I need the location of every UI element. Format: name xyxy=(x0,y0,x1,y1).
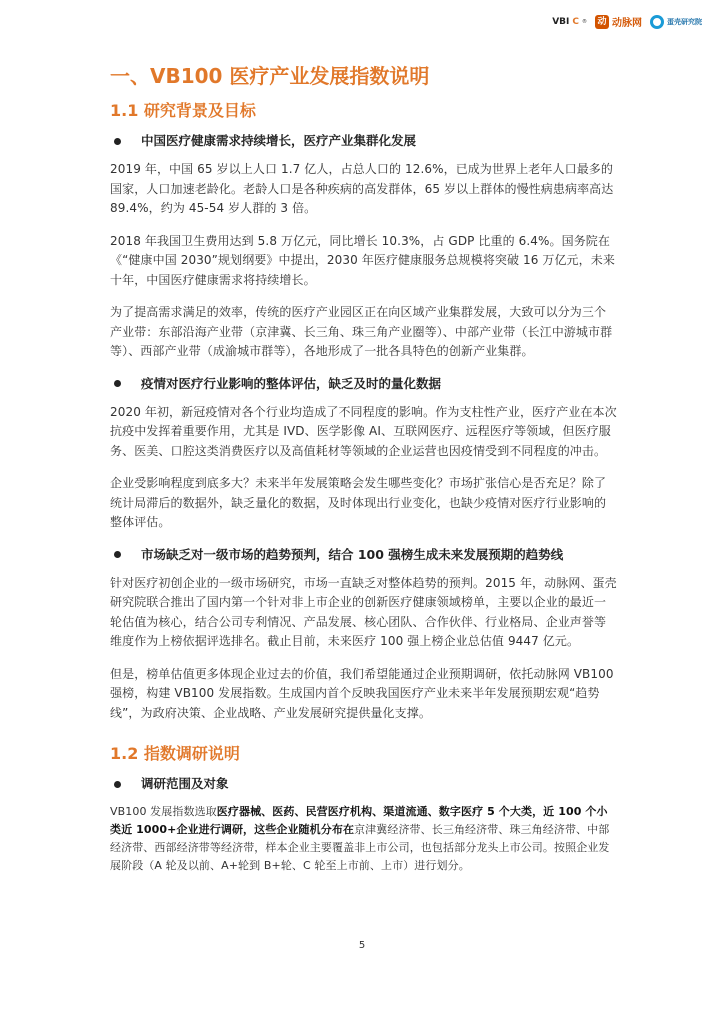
dongmai-logo-name: 动脉网 xyxy=(612,18,642,29)
paragraph: 但是，榜单估值更多体现企业过去的价值，我们希望能通过企业预期调研，依托动脉网 VB100 强榜，构建 VB100 发展指数。生成国内首个反映我国医疗产业未来半年发展预期宏观“趋势线”，为政府决策、企业战略、产业发展研究提供量化支撑。 xyxy=(110,666,614,720)
bullet-heading xyxy=(110,132,618,150)
bullet-dot-icon xyxy=(114,380,121,387)
bullet-dot-icon xyxy=(114,781,121,788)
bullet-dot-icon xyxy=(114,551,121,558)
bullet-heading xyxy=(110,546,618,564)
danke-logo-icon xyxy=(650,15,664,29)
section-heading: 1.1 研究背景及目标 xyxy=(110,101,256,120)
dongmai-logo xyxy=(595,14,642,29)
danke-logo xyxy=(650,15,702,29)
bullet-heading xyxy=(110,375,618,393)
paragraph: 企业受影响程度到底多大？未来半年发展策略会发生哪些变化？市场扩张信心是否充足？除了统计局滞后的数据外，缺乏量化的数据，及时体现出行业变化，也缺少疫情对医疗行业影响的整体评估。 xyxy=(110,476,607,529)
paragraph: 2018 年我国卫生费用达到 5.8 万亿元，同比增长 10.3%，占 GDP 比重的 6.4%。国务院在《“健康中国 2030”规划纲要》中提出，2030 年医疗健康服务总规模将突破 16 万亿元，未来十年，中国医疗健康需求将持续增长。 xyxy=(110,233,615,287)
chapter-title: 一、VB100 医疗产业发展指数说明 xyxy=(110,64,430,88)
paragraph xyxy=(110,803,618,875)
bullet-title: 调研范围及对象 xyxy=(141,776,229,791)
paragraph-text: 京津冀经济带、长三角经济带、珠三角经济带、中部经济带、西部经济带等经济带，样本企业主要覆盖非上市公司，也包括部分龙头上市公司。按照企业发展阶段（A 轮及以前、A+轮到 B+轮、C 轮至上市前、上市）进行划分。 xyxy=(110,823,610,872)
header-logos xyxy=(552,14,702,29)
paragraph: 为了提高需求满足的效率，传统的医疗产业园区正在向区域产业集群发展，大致可以分为三个产业带：东部沿海产业带（京津冀、长三角、珠三角产业圈等）、中部产业带（长江中游城市群等）、西部产业带（成渝城市群等），各地形成了一批各具特色的创新产业集群。 xyxy=(110,305,613,358)
bullet-dot-icon xyxy=(114,138,121,145)
bullet-title: 中国医疗健康需求持续增长，医疗产业集群化发展 xyxy=(141,133,417,148)
vbi-logo-mark: C xyxy=(572,16,579,27)
paragraph-text: VB100 发展指数选取 xyxy=(110,805,217,818)
vbi-logo-name: VBI xyxy=(552,16,570,27)
danke-logo-name: 蛋壳研究院 xyxy=(667,17,702,26)
dongmai-logo-icon: 动 xyxy=(595,15,609,29)
vbi-logo-sup: ® xyxy=(582,18,587,25)
page-number: 5 xyxy=(358,940,366,951)
paragraph: 2019 年，中国 65 岁以上人口 1.7 亿人，占总人口的 12.6%，已成为世界上老年人口最多的国家，人口加速老龄化。老龄人口是各种疾病的高发群体，65 岁以上群体的慢性病患病率高达 89.4%，约为 45-54 岁人群的 3 倍。 xyxy=(110,162,614,215)
bullet-title: 疫情对医疗行业影响的整体评估，缺乏及时的量化数据 xyxy=(141,375,442,391)
paragraph: 2020 年初，新冠疫情对各个行业均造成了不同程度的影响。作为支柱性产业，医疗产业在本次抗疫中发挥着重要作用，尤其是 IVD、医学影像 AI、互联网医疗、远程医疗等领域，但医疗服务、医美、口腔这类消费医疗以及高值耗材等领域的企业运营也因疫情受到不同程度的冲击。 xyxy=(110,404,617,458)
vbi-logo xyxy=(552,17,587,27)
bullet-title: 市场缺乏对一级市场的趋势预判，结合 100 强榜生成未来发展预期的趋势线 xyxy=(141,546,564,562)
section-heading: 1.2 指数调研说明 xyxy=(110,744,240,763)
paragraph: 针对医疗初创企业的一级市场研究，市场一直缺乏对整体趋势的预判。2015 年，动脉网、蛋壳研究院联合推出了国内第一个针对非上市企业的创新医疗健康领域榜单，主要以企业的最近一轮估值为核心，结合公司专利情况、产品发展、核心团队、合作伙伴、行业格局、企业声誉等维度作为上榜依据评选排名。截止目前，未来医疗 100 强上榜企业总估值 9447 亿元。 xyxy=(110,575,617,648)
document-body xyxy=(110,62,618,888)
paragraph-bold-text: 医疗器械、医药、民营医疗机构、渠道流通、数字医疗 5 个大类，近 100 个小类近 1000+企业进行调研，这些企业随机分布在 xyxy=(110,805,608,836)
bullet-heading xyxy=(110,775,618,793)
